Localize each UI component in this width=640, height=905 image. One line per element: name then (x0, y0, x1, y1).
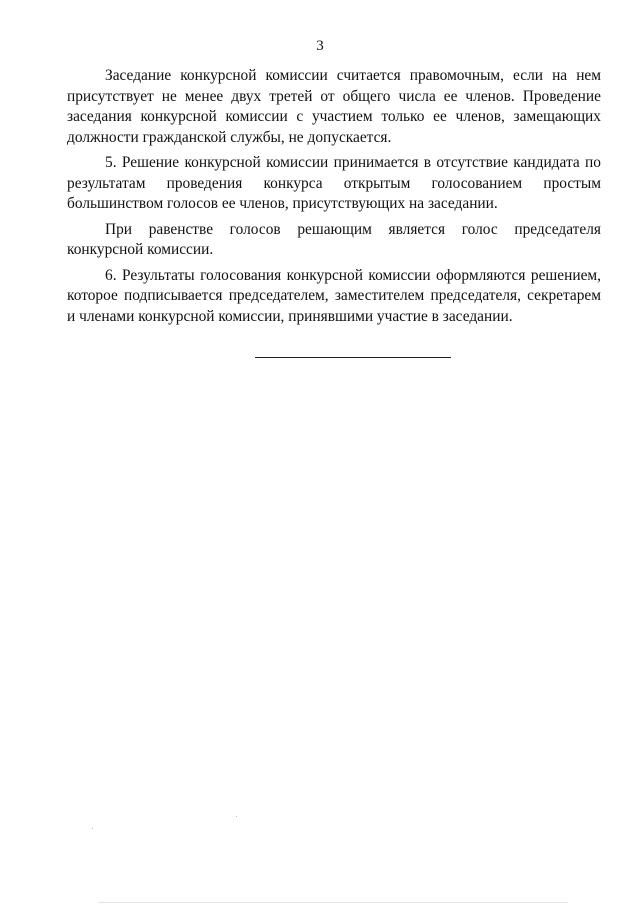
paragraph-quorum: Заседание конкурсной комиссии считается правомочным, если на нем присутствует не менее двух третей от общего числа ее членов. Проведение заседания конкурсной комиссии с участием только ее членов, замещающих должности гражданской службы, не допускается. (67, 67, 601, 146)
document-body (67, 66, 601, 332)
scan-speck (92, 828, 93, 829)
scan-edge-line (98, 902, 568, 903)
scan-speck (236, 816, 237, 817)
paragraph-voting-results: 6. Результаты голосования конкурсной комиссии оформляются решением, которое подписывается председателем, заместителем председателя, секретарем и членами конкурсной комиссии, принявшими участие в заседании. (67, 266, 601, 325)
page-number: 3 (316, 38, 324, 54)
paragraph-tie-vote: При равенстве голосов решающим является голос председателя конкурсной комиссии. (67, 220, 601, 258)
end-separator-line (255, 357, 451, 358)
paragraph-decision: 5. Решение конкурсной комиссии принимается в отсутствие кандидата по результатам проведения конкурса открытым голосованием простым большинством голосов ее членов, присутствующих на заседании. (67, 154, 601, 212)
